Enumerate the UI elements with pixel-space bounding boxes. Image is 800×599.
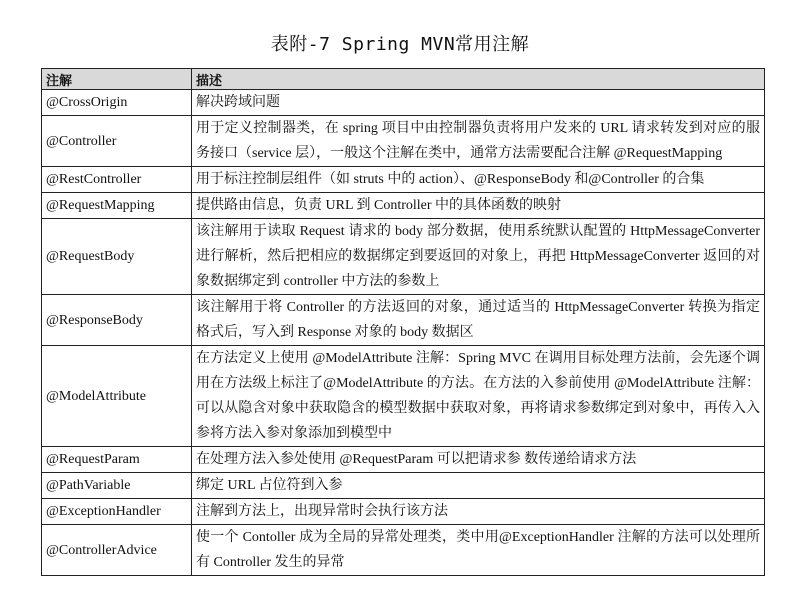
table-row bbox=[42, 219, 765, 295]
description-cell: 注解到方法上，出现异常时会执行该方法 bbox=[192, 499, 765, 525]
description-cell: 使一个 Contoller 成为全局的异常处理类，类中用@ExceptionHandler 注解的方法可以处理所有 Controller 发生的异常 bbox=[192, 525, 765, 576]
description-cell: 在方法定义上使用 @ModelAttribute 注解：Spring MVC 在调用目标处理方法前，会先逐个调用在方法级上标注了@ModelAttribute 的方法。在方法的入参前使用 @ModelAttribute 注解：可以从隐含对象中获取隐含的模型数据中获取对象，再将请求参数绑定到对象中，再传入入参将方法入参对象添加到模型中 bbox=[192, 346, 765, 447]
table-row bbox=[42, 499, 765, 525]
annotation-cell: @PathVariable bbox=[42, 473, 192, 499]
annotation-cell: @ResponseBody bbox=[42, 295, 192, 346]
table-row bbox=[42, 447, 765, 473]
annotation-cell: @RequestBody bbox=[42, 219, 192, 295]
table-row bbox=[42, 90, 765, 116]
annotation-cell: @CrossOrigin bbox=[42, 90, 192, 116]
table-header-row bbox=[42, 69, 765, 90]
description-cell: 用于定义控制器类，在 spring 项目中由控制器负责将用户发来的 URL 请求转发到对应的服务接口（service 层），一般这个注解在类中，通常方法需要配合注解 @RequestMapping bbox=[192, 116, 765, 167]
annotation-cell: @ControllerAdvice bbox=[42, 525, 192, 576]
description-cell: 提供路由信息，负责 URL 到 Controller 中的具体函数的映射 bbox=[192, 193, 765, 219]
annotation-cell: @ModelAttribute bbox=[42, 346, 192, 447]
table-row bbox=[42, 525, 765, 576]
description-cell: 该注解用于读取 Request 请求的 body 部分数据，使用系统默认配置的 HttpMessageConverter 进行解析，然后把相应的数据绑定到要返回的对象上，再把 HttpMessageConverter 返回的对象数据绑定到 controller 中方法的参数上 bbox=[192, 219, 765, 295]
annotation-table bbox=[41, 68, 765, 576]
annotation-cell: @RequestMapping bbox=[42, 193, 192, 219]
annotation-cell: @ExceptionHandler bbox=[42, 499, 192, 525]
description-cell: 绑定 URL 占位符到入参 bbox=[192, 473, 765, 499]
annotation-cell: @RequestParam bbox=[42, 447, 192, 473]
annotation-cell: @Controller bbox=[42, 116, 192, 167]
description-cell: 用于标注控制层组件（如 struts 中的 action）、@ResponseBody 和@Controller 的合集 bbox=[192, 167, 765, 193]
table-row bbox=[42, 167, 765, 193]
table-row bbox=[42, 116, 765, 167]
annotation-cell: @RestController bbox=[42, 167, 192, 193]
table-row bbox=[42, 193, 765, 219]
table-row bbox=[42, 346, 765, 447]
description-cell: 解决跨域问题 bbox=[192, 90, 765, 116]
table-row bbox=[42, 295, 765, 346]
header-annotation: 注解 bbox=[42, 69, 192, 90]
description-cell: 该注解用于将 Controller 的方法返回的对象，通过适当的 HttpMessageConverter 转换为指定格式后，写入到 Response 对象的 body 数据区 bbox=[192, 295, 765, 346]
table-caption: 表附-7 Spring MVN常用注解 bbox=[270, 34, 530, 55]
description-cell: 在处理方法入参处使用 @RequestParam 可以把请求参 数传递给请求方法 bbox=[192, 447, 765, 473]
header-description: 描述 bbox=[192, 69, 765, 90]
table-row bbox=[42, 473, 765, 499]
